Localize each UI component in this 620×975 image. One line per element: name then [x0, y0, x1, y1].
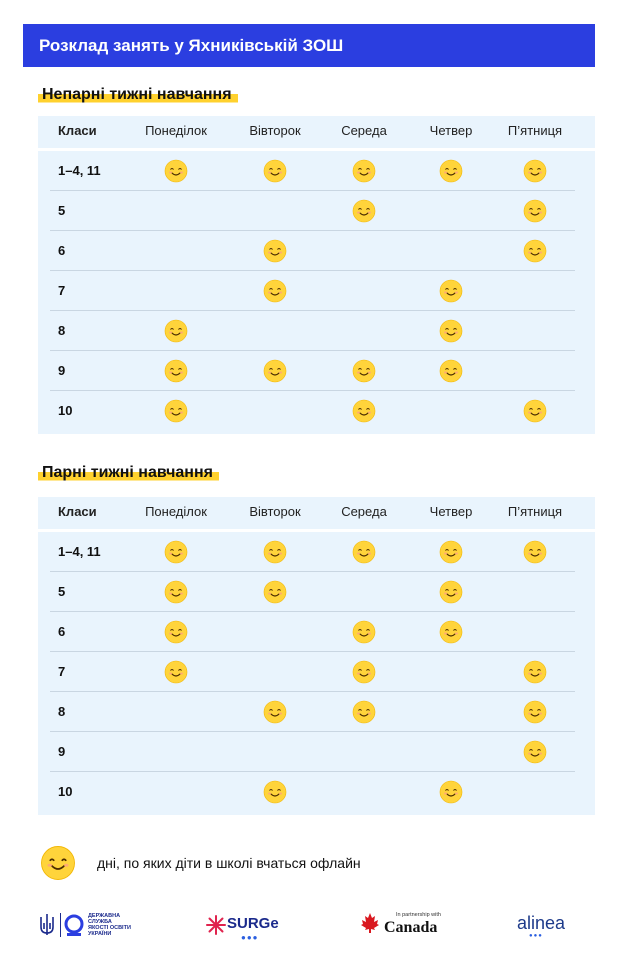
table-row: [38, 391, 595, 431]
smiley-icon: [439, 780, 463, 804]
column-header: Вівторок: [249, 504, 301, 519]
smiley-icon: [523, 159, 547, 183]
table-row: [38, 652, 595, 692]
smiley-icon: [263, 159, 287, 183]
table-row: [38, 151, 595, 191]
maple-leaf-icon: [360, 912, 380, 934]
smiley-icon: [523, 740, 547, 764]
table-row: [38, 532, 595, 572]
logo3-small: In partnership with: [396, 912, 441, 918]
legend-smiley-icon: [40, 845, 76, 881]
class-label: 9: [58, 363, 66, 378]
logo3-text: Canada: [384, 919, 438, 936]
table-row: [38, 271, 595, 311]
logo2-text: SURGe: [227, 915, 279, 932]
smiley-icon: [164, 620, 188, 644]
smiley-icon: [263, 359, 287, 383]
smiley-icon: [263, 580, 287, 604]
column-header: Середа: [341, 123, 387, 138]
table-header: [38, 497, 595, 526]
smiley-icon: [263, 279, 287, 303]
column-header: Понеділок: [145, 504, 207, 519]
logo-state-service: [38, 912, 138, 938]
class-label: 1–4, 11: [58, 163, 101, 178]
smiley-icon: [523, 399, 547, 423]
schedule-table-even-weeks: [38, 497, 595, 815]
page-header: [23, 24, 595, 67]
column-header: Четвер: [429, 504, 473, 519]
smiley-icon: [439, 279, 463, 303]
smiley-icon: [164, 540, 188, 564]
smiley-icon: [439, 580, 463, 604]
smiley-icon: [263, 700, 287, 724]
smiley-icon: [263, 239, 287, 263]
smiley-icon: [523, 540, 547, 564]
table-body: [38, 529, 595, 812]
table-row: [38, 772, 595, 812]
section-title-even-weeks: Парні тижні навчання: [38, 464, 219, 482]
logo2-dots: ●●●: [241, 933, 259, 942]
smiley-icon: [164, 660, 188, 684]
table-header: [38, 116, 595, 145]
class-label: 5: [58, 203, 66, 218]
smiley-icon: [164, 319, 188, 343]
smiley-icon: [164, 399, 188, 423]
smiley-icon: [352, 359, 376, 383]
schedule-table-odd-weeks: [38, 116, 595, 434]
logo-alinea: [517, 911, 587, 939]
class-label: 5: [58, 584, 66, 599]
page-title: Розклад занять у Яхниківській ЗОШ: [39, 36, 344, 55]
logo1-line4: УКРАЇНИ: [88, 931, 112, 937]
class-label: 9: [58, 744, 66, 759]
smiley-icon: [352, 700, 376, 724]
class-label: 7: [58, 283, 66, 298]
smiley-icon: [439, 359, 463, 383]
smiley-icon: [352, 620, 376, 644]
smiley-icon: [263, 780, 287, 804]
table-body: [38, 148, 595, 431]
logo4-dots: ●●●: [529, 933, 543, 939]
table-row: [38, 191, 595, 231]
smiley-icon: [164, 159, 188, 183]
quality-ring-icon: [64, 913, 84, 937]
smiley-icon: [439, 159, 463, 183]
class-label: 1–4, 11: [58, 544, 101, 559]
snowflake-icon: [205, 914, 227, 936]
class-label: 7: [58, 664, 66, 679]
column-header: Класи: [58, 504, 97, 519]
logo1-line2: СЛУЖБА: [88, 919, 112, 925]
class-label: 10: [58, 403, 73, 418]
column-header: Вівторок: [249, 123, 301, 138]
column-header: Середа: [341, 504, 387, 519]
table-row: [38, 351, 595, 391]
table-row: [38, 692, 595, 732]
logo1-line3: ЯКОСТІ ОСВІТИ: [88, 925, 131, 931]
legend-text: дні, по яких діти в школі вчаться офлайн: [97, 855, 361, 871]
column-header: Понеділок: [145, 123, 207, 138]
smiley-icon: [352, 399, 376, 423]
logo-surge: [205, 912, 295, 942]
smiley-icon: [352, 660, 376, 684]
column-header: П’ятниця: [507, 504, 563, 519]
class-label: 6: [58, 624, 66, 639]
smiley-icon: [352, 540, 376, 564]
section-title-odd-weeks: Непарні тижні навчання: [38, 86, 238, 104]
class-label: 6: [58, 243, 66, 258]
smiley-icon: [352, 199, 376, 223]
table-row: [38, 572, 595, 612]
smiley-icon: [352, 159, 376, 183]
trident-icon: [38, 913, 56, 937]
smiley-icon: [523, 660, 547, 684]
logo4-text: alinea: [517, 913, 566, 933]
logo1-line1: ДЕРЖАВНА: [88, 913, 121, 919]
column-header: П’ятниця: [507, 123, 563, 138]
class-label: 8: [58, 704, 66, 719]
smiley-icon: [164, 359, 188, 383]
table-row: [38, 311, 595, 351]
smiley-icon: [523, 239, 547, 263]
class-label: 10: [58, 784, 73, 799]
smiley-icon: [439, 620, 463, 644]
smiley-icon: [439, 540, 463, 564]
smiley-icon: [523, 199, 547, 223]
table-row: [38, 231, 595, 271]
smiley-icon: [523, 700, 547, 724]
table-row: [38, 732, 595, 772]
class-label: 8: [58, 323, 66, 338]
logo-canada: [360, 908, 450, 938]
table-row: [38, 612, 595, 652]
column-header: Класи: [58, 123, 97, 138]
column-header: Четвер: [429, 123, 473, 138]
smiley-icon: [164, 580, 188, 604]
smiley-icon: [263, 540, 287, 564]
smiley-icon: [439, 319, 463, 343]
